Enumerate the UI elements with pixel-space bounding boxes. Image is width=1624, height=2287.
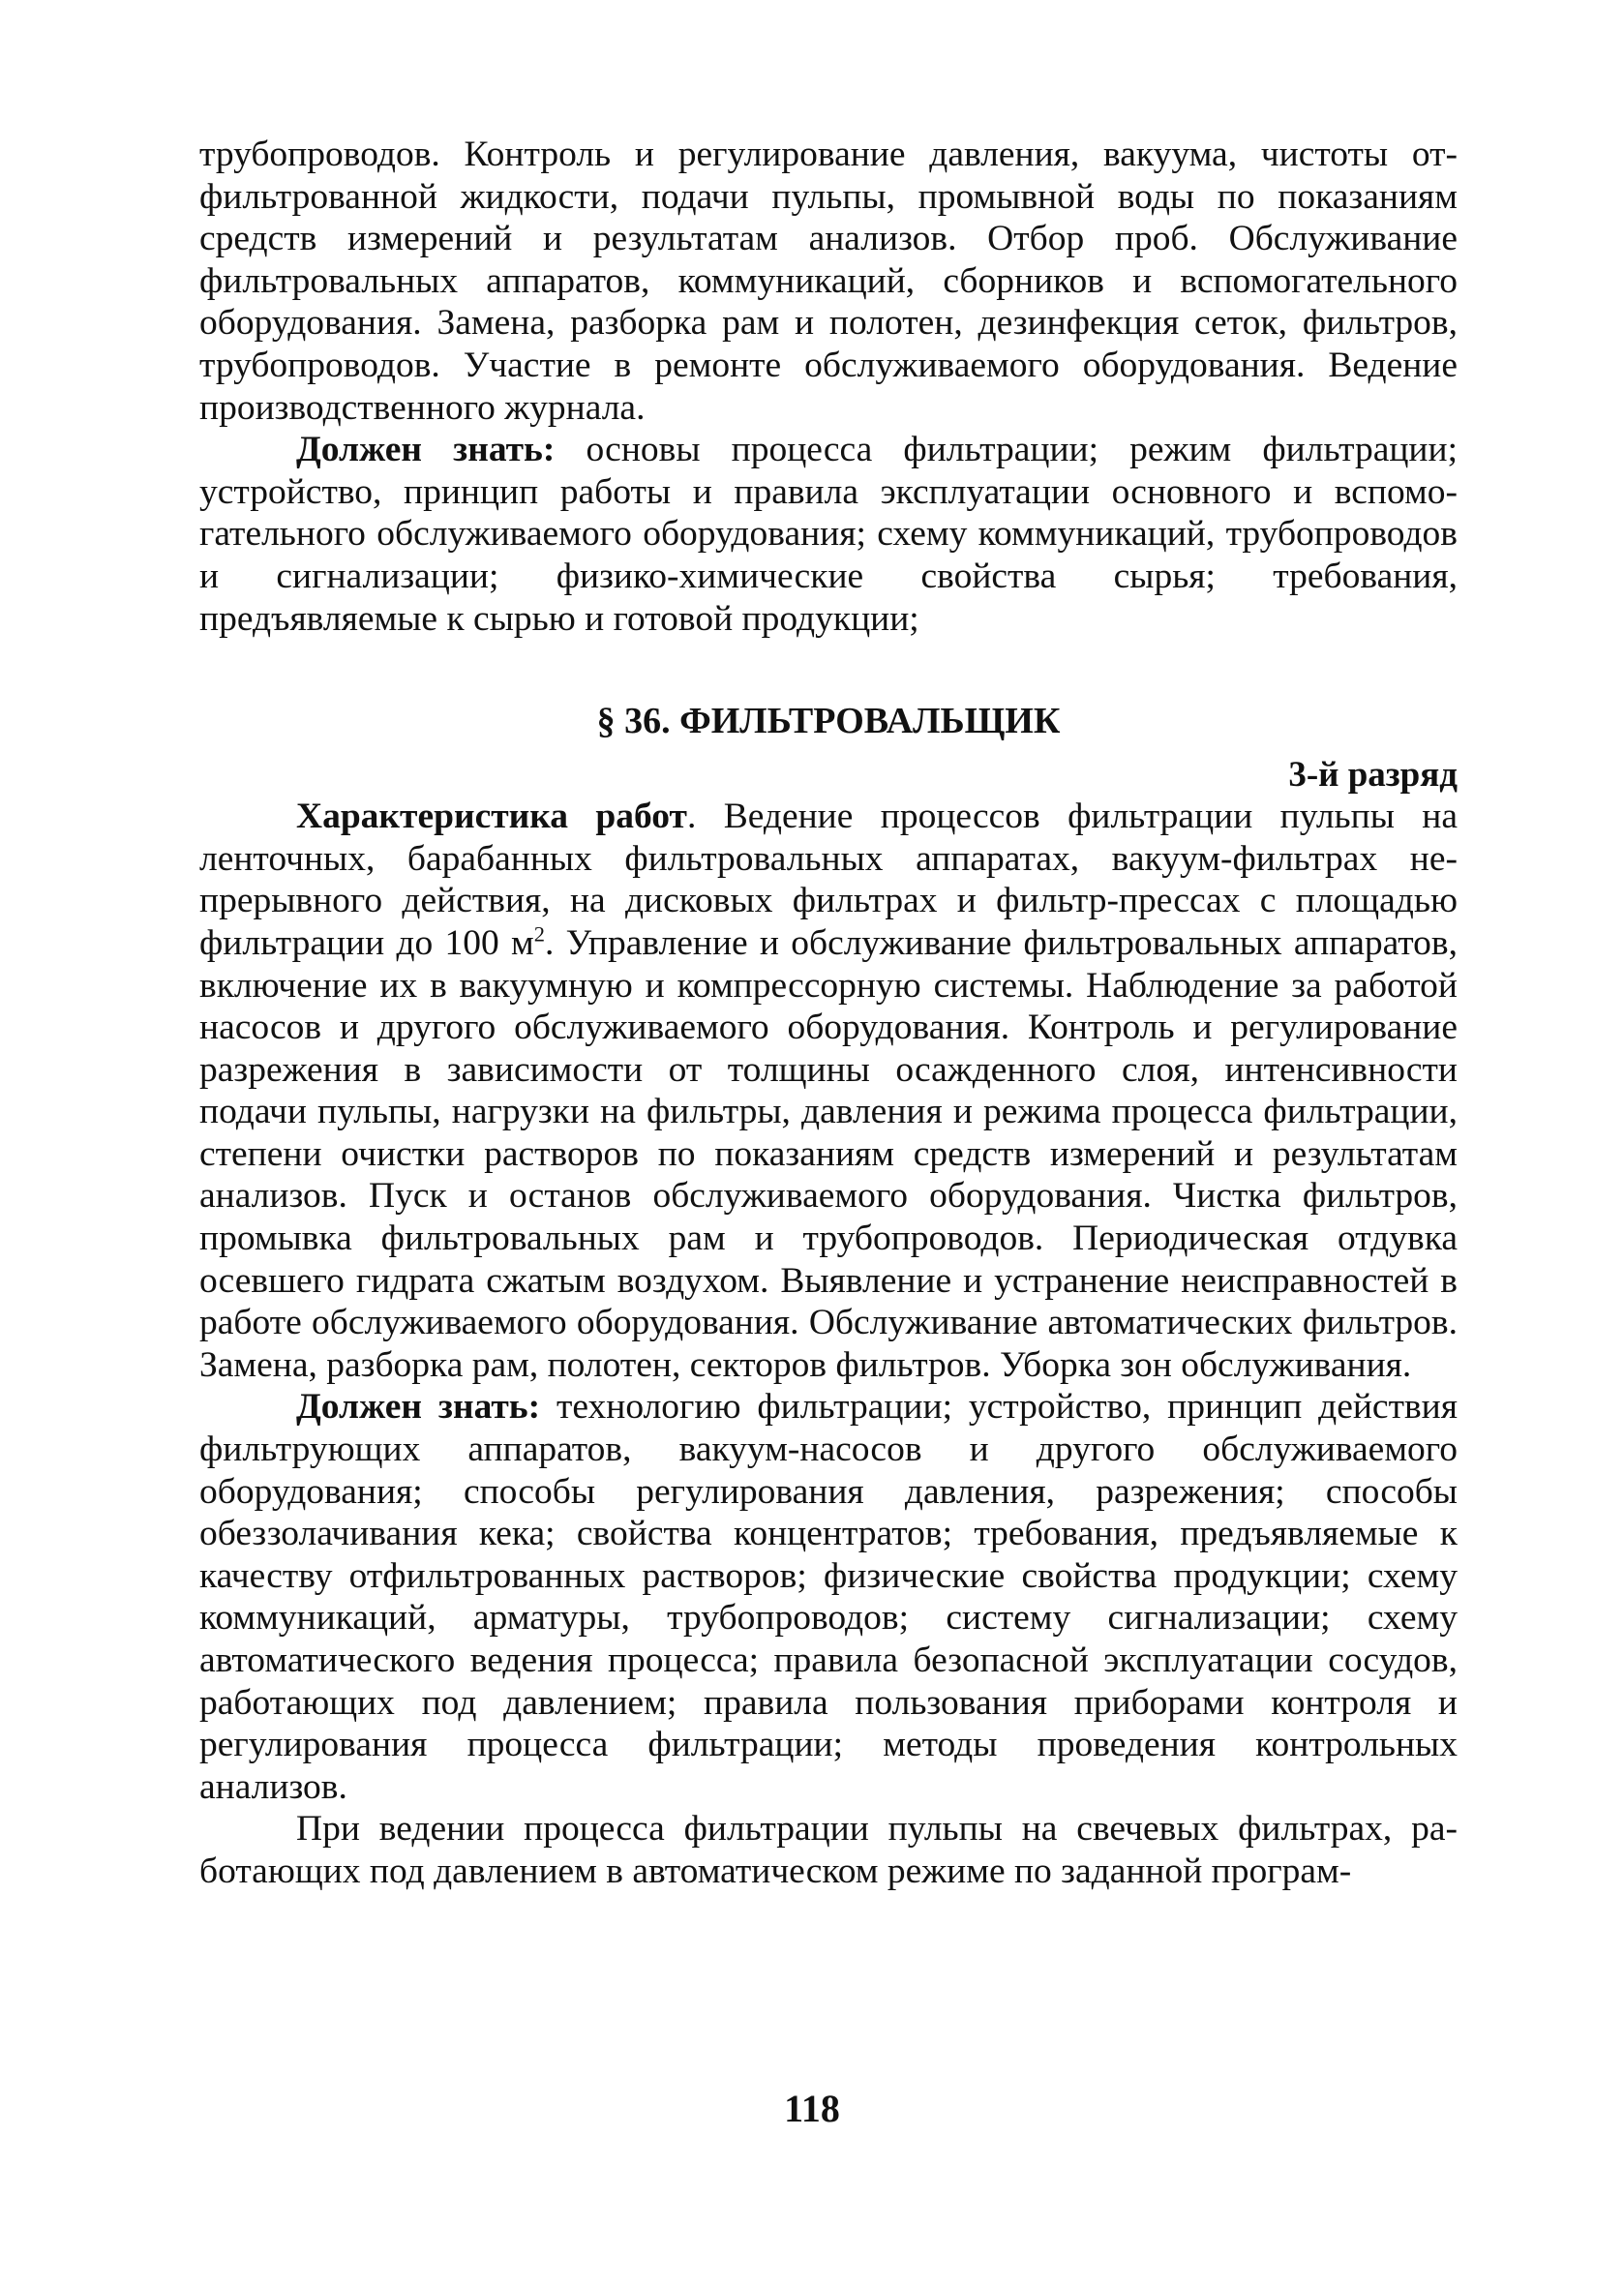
knowledge-lead: Должен знать: (296, 430, 556, 470)
knowledge-lead-2: Должен знать: (296, 1387, 541, 1428)
paragraph-final: При ведении процесса фильтрации пульпы на свечевых фильтрах, работающих под давлением в автоматическом режиме по заданной програм- (199, 1809, 1458, 1891)
paragraph-continued: трубопроводов. Контроль и регулирование давления, вакуума, чистоты отфильтрованной жидкости, подачи пульпы, промывной воды по показаниям средств измерений и результатам анализов. Отбор проб. Обслуживание фильтровальных аппаратов, коммуникаций, сборников и вспомогательного оборудования. Замена, разборка рам и полотен, дезинфекция сеток, фильтров, трубопроводов. Участие в ремонте обслуживаемого оборудования. Ведение производственного журнала. (199, 135, 1458, 428)
paragraph-knowledge-previous (199, 429, 1458, 640)
characteristic-text-a: . Ведение процессов фильтрации пульпы на ленточных, барабанных фильтровальных аппаратах, вакуум-фильтрах непрерывного действия, на дисковых фильтрах и фильтр-прессах с площадью фильтрации до 100 м (199, 797, 1458, 963)
superscript: 2 (533, 921, 545, 947)
page-body (199, 134, 1458, 1893)
characteristic-text-b: . Управление и обслуживание фильтровальных аппаратов, включение их в вакуумную и компрессорную системы. Наблюдение за работой насосов и другого обслуживаемого оборудования. Контроль и регулирование разрежения в зависимости от толщины осажденного слоя, интенсивности подачи пульпы, нагрузки на фильтры, давления и режима процесса фильтрации, степени очистки растворов по показаниям средств измерений и результатам анализов. Пуск и останов обслуживаемого оборудования. Чистка фильтров, промывка фильтровальных рам и трубопроводов. Периодическая отдувка осевшего гидрата сжатым воздухом. Выявление и устранение неисправностей в работе обслуживаемого оборудования. Обслуживание автоматических фильтров. Замена, разборка рам, полотен, секторов фильтров. Уборка зон обслуживания. (199, 922, 1458, 1385)
page-number: 118 (784, 2087, 840, 2130)
characteristic-lead: Характеристика работ (296, 797, 687, 837)
knowledge-text: основы процесса фильтрации; режим фильтрации; устройство, принцип работы и правила эксплуатации основного и вспомогательного обслуживаемого оборудования; схему коммуникаций, трубопроводов и сигнализации; физико-химические свойства сырья; требования, предъявляемые к сырью и готовой продукции; (199, 430, 1458, 639)
grade-label: 3-й разряд (1288, 755, 1458, 796)
knowledge-text-2: технологию фильтрации; устройство, принцип действия фильтрующих аппаратов, вакуум-насосов и другого обслуживаемого оборудования; способы регулирования давления, разрежения; способы обеззолачивания кека; свойства концентратов; требования, предъявляемые к качеству отфильтрованных растворов; физические свойства продукции; схему коммуникаций, арматуры, трубопроводов; систему сигнализации; схему автоматического ведения процесса; правила безопасной эксплуатации сосудов, работающих под давлением; правила пользования приборами контроля и регулирования процесса фильтрации; методы проведения контрольных анализов. (199, 1387, 1458, 1807)
paragraph-knowledge (199, 1386, 1458, 1808)
paragraph-characteristic (199, 796, 1458, 1386)
section-title: § 36. ФИЛЬТРОВАЛЬЩИК (596, 701, 1061, 742)
